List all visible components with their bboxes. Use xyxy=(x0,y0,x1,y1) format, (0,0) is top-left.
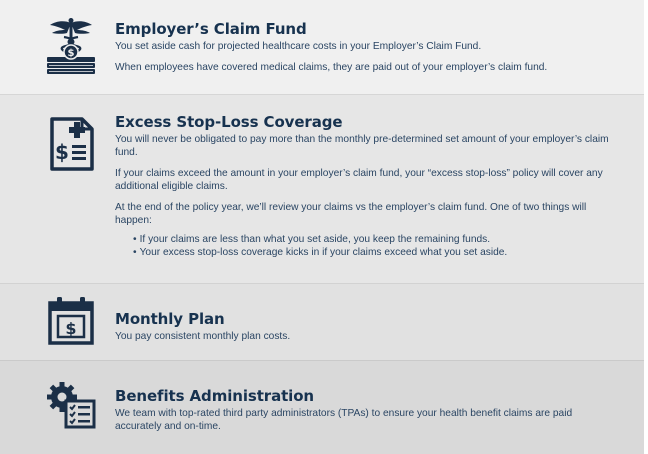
list-item: • Your excess stop-loss coverage kicks in if your claims exceed what you set aside. xyxy=(133,246,614,259)
svg-text:$: $ xyxy=(55,140,69,164)
section-paragraph: You set aside cash for projected healthcare costs in your Employer’s Claim Fund. xyxy=(115,41,482,52)
section-content xyxy=(115,387,614,441)
section-title: Monthly Plan xyxy=(115,310,225,328)
section-excess-stop-loss xyxy=(0,94,644,283)
section-monthly-plan xyxy=(0,283,644,360)
section-paragraph: We team with top-rated third party administrators (TPAs) to ensure your health benefit claims are paid accurately and on-time. xyxy=(115,408,573,432)
section-title: Employer’s Claim Fund xyxy=(115,20,307,38)
svg-text:$: $ xyxy=(65,319,77,338)
gear-checklist-icon xyxy=(42,375,100,433)
svg-text:$: $ xyxy=(67,48,75,59)
section-content xyxy=(115,310,614,351)
section-paragraph: You will never be obligated to pay more than the monthly pre-determined set amount of your employer’s claim fund. xyxy=(115,134,609,158)
section-paragraph: When employees have covered medical claims, they are paid out of your employer’s claim fund. xyxy=(115,62,548,73)
calendar-dollar-icon xyxy=(42,294,100,352)
list-item: • If your claims are less than what you set aside, you keep the remaining funds. xyxy=(133,233,614,246)
section-content xyxy=(115,113,614,259)
section-benefits-administration xyxy=(0,360,644,454)
outcome-list xyxy=(115,233,614,259)
caduceus-money-icon xyxy=(42,17,100,75)
section-title: Excess Stop-Loss Coverage xyxy=(115,113,343,131)
section-title: Benefits Administration xyxy=(115,387,314,405)
section-employers-claim-fund xyxy=(0,0,644,94)
section-paragraph: At the end of the policy year, we’ll review your claims vs the employer’s claim fund. One of two things will happen: xyxy=(115,202,587,226)
medical-document-icon xyxy=(42,115,100,173)
section-content xyxy=(115,20,614,82)
section-paragraph: If your claims exceed the amount in your employer’s claim fund, your “excess stop-loss” policy will cover any additional eligible claims. xyxy=(115,168,603,192)
section-paragraph: You pay consistent monthly plan costs. xyxy=(115,331,291,342)
